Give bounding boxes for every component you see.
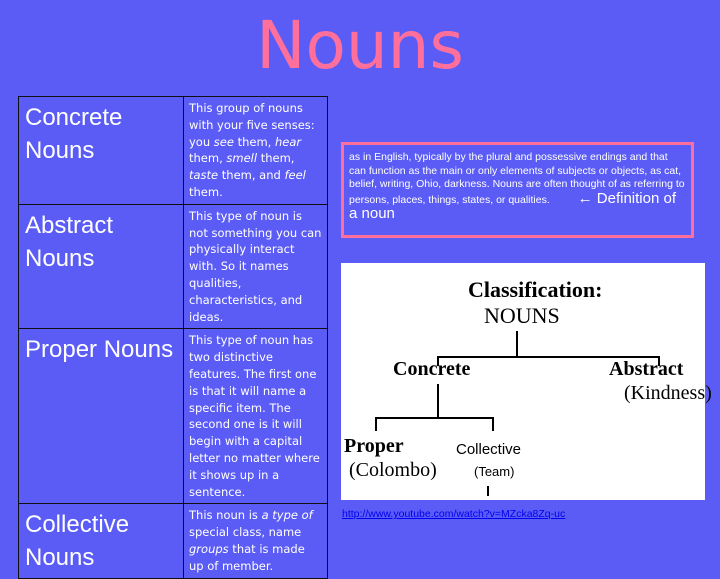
definition-text: as in English, typically by the plural and possessive endings and that can function as the main or only elements of subjects or objects, as cat, belief, writing, Ohio, darkness. Nouns are often thought of as referring to persons, places, things, states, or qualities. [349, 151, 685, 206]
noun-description [184, 204, 328, 329]
noun-row [19, 504, 328, 579]
classification-heading: Classification: [468, 277, 603, 302]
noun-types-table [18, 96, 328, 579]
nouns-root-label: NOUNS [484, 303, 560, 328]
description-text: special class, name [189, 525, 302, 540]
emphasis-text: a type of [261, 508, 313, 523]
noun-term: Concrete Nouns [19, 97, 184, 205]
noun-term: Proper Nouns [19, 329, 184, 504]
emphasis-text: hear [275, 134, 302, 149]
concrete-label: Concrete [393, 358, 471, 380]
noun-description [184, 504, 328, 579]
proper-example: (Colombo) [349, 459, 437, 481]
abstract-label: Abstract [609, 358, 684, 380]
proper-label: Proper [344, 435, 404, 457]
emphasis-text: see [213, 134, 234, 149]
video-link[interactable]: http://www.youtube.com/watch?v=MZcka8Zq-uc [342, 508, 566, 520]
noun-term: Collective Nouns [19, 504, 184, 579]
noun-row [19, 204, 328, 329]
definition-box [341, 142, 694, 238]
emphasis-text: smell [226, 151, 258, 166]
definition-label: ← Definition of a noun [349, 189, 677, 223]
description-text: them, [189, 151, 227, 166]
collective-label: Collective [456, 441, 522, 458]
description-text: that is made up of member. [189, 541, 305, 573]
description-text: This type of noun is not something you can physically interact with. So it names qualities, characteristics, and ideas. [189, 208, 322, 324]
description-text: them. [189, 184, 223, 199]
emphasis-text: taste [189, 168, 219, 183]
description-text: This group of nouns with your five senses: you [189, 101, 315, 149]
noun-description [184, 97, 328, 205]
description-text: them, [233, 134, 275, 149]
collective-example: (Team) [474, 464, 515, 479]
description-text: This type of noun has two distinctive features. The first one is that it will name a specific item. The second one is it will begin with a capital letter no matter where it shows up in a sentence. [189, 333, 320, 499]
collective-connector [487, 486, 489, 496]
noun-row [19, 97, 328, 205]
noun-term: Abstract Nouns [19, 204, 184, 329]
description-text: them, [257, 151, 295, 166]
abstract-example: (Kindness) [624, 382, 712, 404]
description-text: them, and [218, 168, 285, 183]
emphasis-text: groups [189, 541, 229, 556]
page-title: Nouns [256, 7, 464, 84]
noun-description [184, 329, 328, 504]
description-text: This noun is [189, 508, 262, 523]
noun-row [19, 329, 328, 504]
classification-chart [341, 263, 712, 500]
emphasis-text: feel [284, 168, 306, 183]
